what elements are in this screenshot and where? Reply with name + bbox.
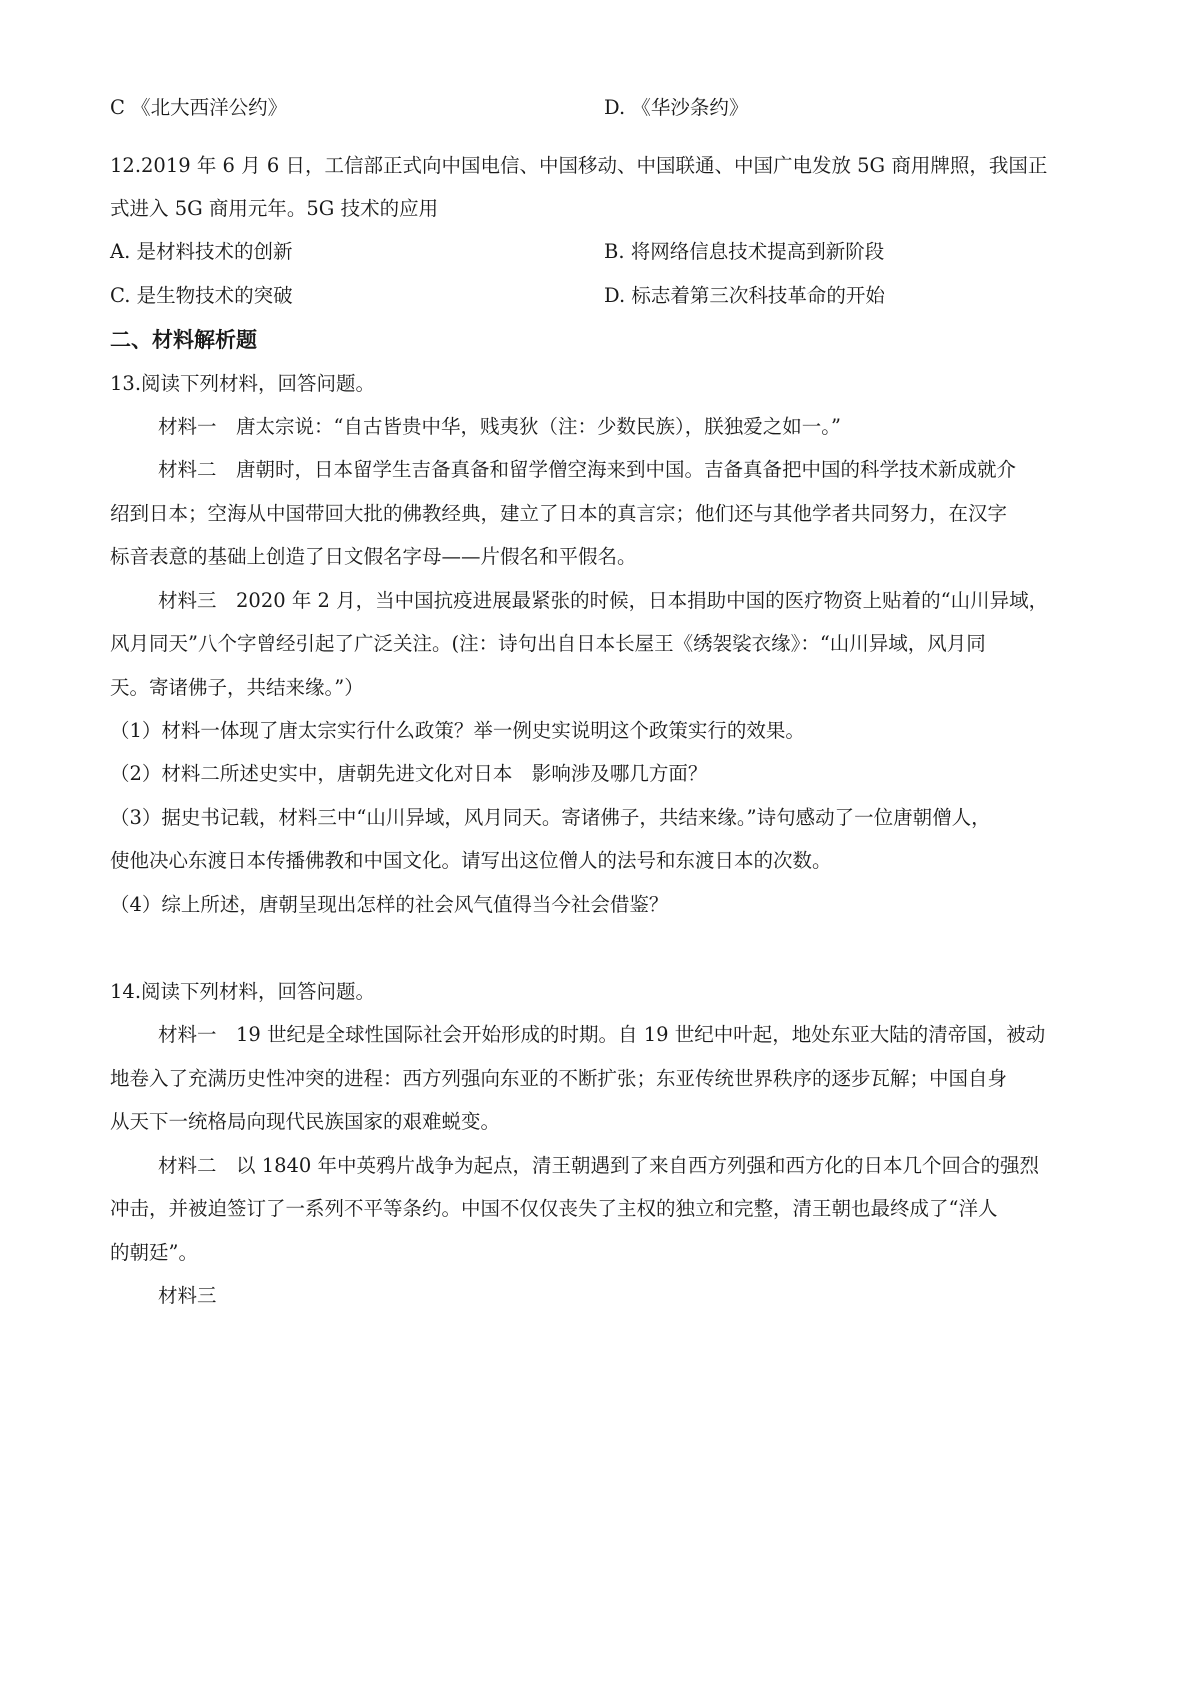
q13-subquestion-4: （4）综上所述，唐朝呈现出怎样的社会风气值得当今社会借鉴？ [110, 893, 669, 916]
q14-material-1-line3: 从天下一统格局向现代民族国家的艰难蜕变。 [110, 1110, 501, 1133]
q13-material-3-line3: 天。寄诸佛子，共结来缘。”） [110, 676, 364, 699]
q12-option-b: B. 将网络信息技术提高到新阶段 [604, 240, 885, 263]
q13-subquestion-3-line2: 使他决心东渡日本传播佛教和中国文化。请写出这位僧人的法号和东渡日本的次数。 [110, 849, 832, 872]
q11-option-c: C 《北大西洋公约》 [110, 96, 288, 119]
q13-material-2-line1: 材料二 唐朝时，日本留学生吉备真备和留学僧空海来到中国。吉备真备把中国的科学技术新成就介 [158, 458, 1017, 481]
q12-option-d: D. 标志着第三次科技革命的开始 [604, 284, 885, 307]
q12-stem-line2: 式进入 5G 商用元年。5G 技术的应用 [110, 197, 439, 220]
q13-subquestion-1: （1）材料一体现了唐太宗实行什么政策？举一例史实说明这个政策实行的效果。 [110, 719, 805, 742]
q12-option-c: C. 是生物技术的突破 [110, 284, 293, 307]
q14-material-2-line3: 的朝廷”。 [110, 1241, 198, 1264]
q13-stem: 13.阅读下列材料，回答问题。 [110, 372, 376, 395]
section-title: 二、材料解析题 [110, 328, 257, 352]
q13-subquestion-3-line1: （3）据史书记载，材料三中“山川异域，风月同天。寄诸佛子，共结来缘。”诗句感动了一位唐朝僧人， [110, 806, 991, 829]
q13-material-2-line2: 绍到日本；空海从中国带回大批的佛教经典，建立了日本的真言宗；他们还与其他学者共同努力，在汉字 [110, 502, 1008, 525]
q12-option-a: A. 是材料技术的创新 [110, 240, 293, 263]
q13-material-3-line1: 材料三 2020 年 2 月，当中国抗疫进展最紧张的时候，日本捐助中国的医疗物资上贴着的“山川异域， [158, 589, 1049, 612]
q14-material-2-line1: 材料二 以 1840 年中英鸦片战争为起点，清王朝遇到了来自西方列强和西方化的日本几个回合的强烈 [158, 1154, 1040, 1177]
q12-stem-line1: 12.2019 年 6 月 6 日，工信部正式向中国电信、中国移动、中国联通、中国广电发放 5G 商用牌照，我国正 [110, 154, 1048, 177]
q14-material-3: 材料三 [158, 1284, 217, 1307]
q14-stem: 14.阅读下列材料，回答问题。 [110, 980, 376, 1003]
q14-material-1-line1: 材料一 19 世纪是全球性国际社会开始形成的时期。自 19 世纪中叶起，地处东亚大陆的清帝国，被动 [158, 1023, 1046, 1046]
q14-material-1-line2: 地卷入了充满历史性冲突的进程：西方列强向东亚的不断扩张；东亚传统世界秩序的逐步瓦解；中国自身 [110, 1067, 1008, 1090]
q13-subquestion-2: （2）材料二所述史实中，唐朝先进文化对日本 影响涉及哪几方面？ [110, 762, 708, 785]
q13-material-2-line3: 标音表意的基础上创造了日文假名字母——片假名和平假名。 [110, 545, 637, 568]
q11-option-d: D. 《华沙条约》 [604, 96, 749, 119]
q13-material-1: 材料一 唐太宗说：“自古皆贵中华，贱夷狄（注：少数民族），朕独爱之如一。” [158, 415, 841, 438]
q13-material-3-line2: 风月同天”八个字曾经引起了广泛关注。(注：诗句出自日本长屋王《绣袈裟衣缘》：“山川异域，风月同 [110, 632, 986, 655]
q14-material-2-line2: 冲击，并被迫签订了一系列不平等条约。中国不仅仅丧失了主权的独立和完整，清王朝也最终成了“洋人 [110, 1197, 998, 1220]
